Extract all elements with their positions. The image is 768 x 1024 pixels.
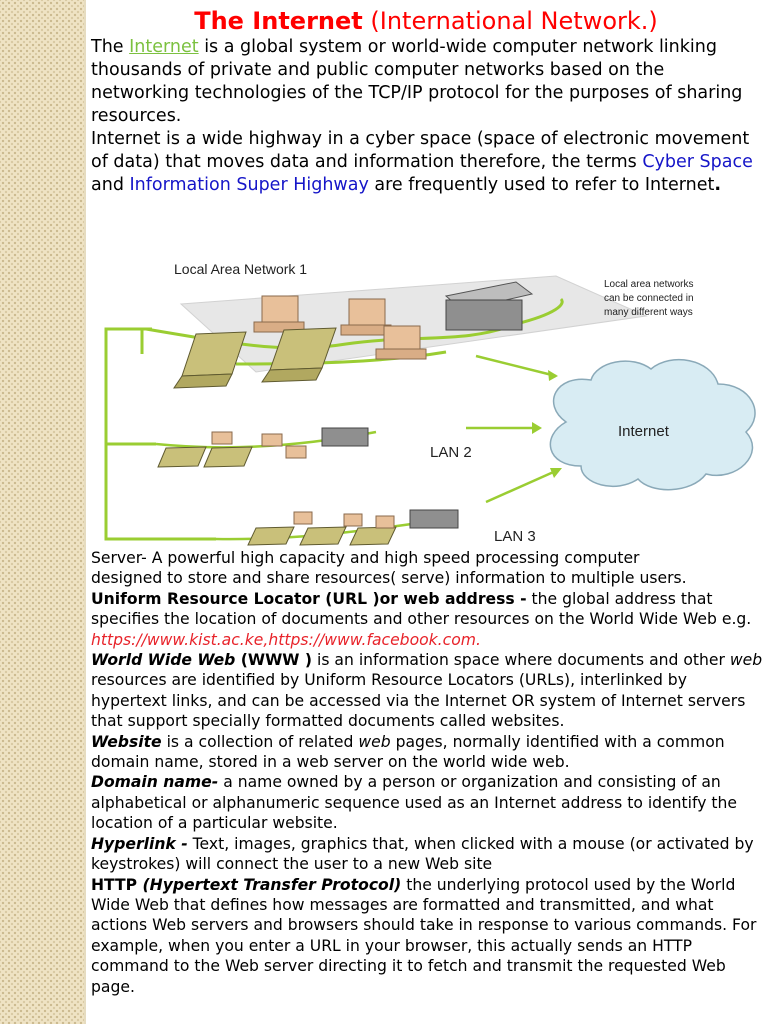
title-subtitle: (International Network.) — [370, 7, 658, 35]
arrow-lan2-head — [532, 422, 542, 434]
intro-p1-post: is a global system or world-wide computer network linking thousands of private and public computer networks based on the networking technologies of the TCP/IP protocol for the purposes of sharing resources. — [91, 37, 743, 126]
lan2-laptop-1 — [158, 447, 206, 467]
lan1-desktop-3 — [384, 326, 420, 350]
lan1-desktop-2 — [349, 299, 385, 325]
def-domain-text: a name owned by a person or organization and consisting of an alphabetical or alphanumeric sequence used as an Internet address to identify the location of a particular website. — [91, 773, 737, 833]
intro-p2-post: are frequently used to refer to Internet — [368, 175, 715, 195]
lan2-desktop-2 — [262, 434, 282, 446]
def-url — [91, 589, 763, 650]
lan1-desktop-3-base — [376, 349, 426, 359]
def-website-web: web — [358, 732, 391, 751]
term-cyber-space: Cyber Space — [642, 152, 753, 172]
lan2-printer — [322, 428, 368, 446]
network-diagram — [86, 244, 768, 562]
def-website-text-1: is a collection of related — [161, 732, 359, 751]
lan1-laptop-1 — [182, 332, 246, 376]
arrow-lan1 — [476, 356, 556, 376]
page-title — [86, 6, 766, 36]
arrow-lan3 — [486, 470, 558, 502]
lan2-desktop-3 — [286, 446, 306, 458]
def-url-term-2: )or web address - — [372, 589, 527, 608]
note-line-1: Local area networks — [604, 279, 694, 290]
internet-link[interactable]: Internet — [129, 37, 199, 57]
def-server-rest: designed to store and share resources( serve) information to multiple users. — [91, 569, 687, 588]
note-line-3: many different ways — [604, 307, 693, 318]
decorative-side-strip — [0, 0, 84, 1024]
intro-text — [91, 36, 763, 197]
lan1-printer — [446, 300, 522, 330]
intro-p2-and: and — [91, 175, 130, 195]
lan3-desktop-2 — [344, 514, 362, 526]
def-http-text: the underlying protocol used by the World Wide Web that defines how messages are formatted and transmitted, and what actions Web servers and browsers should take in response to various commands. For example, when you enter a URL in your browser, this actually sends an HTTP command to the Web server directing it to fetch and transmit the requested Web page. — [91, 875, 757, 996]
lan1-desktop-1 — [262, 296, 298, 322]
lan3-laptop-1 — [248, 527, 294, 545]
lan1-label: Local Area Network 1 — [174, 261, 308, 277]
lan2-laptop-2 — [204, 447, 252, 467]
lan1-laptop-2-base — [262, 368, 322, 382]
lan3-desktop-1 — [294, 512, 312, 524]
def-url-term: Uniform Resource Locator (URL — [91, 589, 373, 608]
def-url-text: the global address that specifies the location of documents and other resources on the World Wide Web e.g. — [91, 589, 752, 629]
cloud-label: Internet — [618, 423, 669, 440]
def-http — [91, 875, 763, 997]
lan3-laptop-3 — [350, 527, 396, 545]
def-hyperlink-term: Hyperlink - — [91, 834, 188, 853]
def-url-example[interactable]: https://www.kist.ac.ke,https://www.facebook.com. — [91, 630, 481, 649]
lan3-desktop-3 — [376, 516, 394, 528]
def-website — [91, 732, 763, 773]
def-hyperlink-text: Text, images, graphics that, when clicked with a mouse (or activated by keystrokes) will connect the user to a new Web site — [91, 834, 754, 874]
def-server-cut: Server- A powerful high capacity and high speed processing computer — [91, 549, 640, 567]
def-www-text-2: resources are identified by Uniform Resource Locators (URLs), interlinked by hypertext links, and can be accessed via the Internet OR system of Internet servers that support specially formatted documents called websites. — [91, 671, 746, 731]
def-website-text-2: pages, normally identified with a common domain name, stored in a web server on the world wide web. — [91, 732, 725, 772]
intro-p2-end: . — [714, 175, 721, 195]
term-info-super-highway: Information Super Highway — [129, 175, 369, 195]
def-http-expansion: (Hypertext Transfer Protocol) — [137, 875, 402, 894]
def-domain-term: Domain name- — [91, 773, 219, 792]
def-hyperlink — [91, 834, 763, 875]
def-server — [91, 548, 763, 589]
intro-p1-pre: The — [91, 37, 130, 57]
lan2-label: LAN 2 — [430, 444, 472, 461]
def-www-text-1: is an information space where documents and other — [312, 651, 730, 670]
note-line-2: can be connected in — [604, 293, 694, 304]
lan3-laptop-2 — [300, 527, 346, 545]
title-main: The Internet — [194, 7, 363, 35]
intro-p2-pre: Internet is a wide highway in a cyber space (space of electronic movement of data) that moves data and information therefore, the terms — [91, 129, 750, 172]
def-website-term: Website — [91, 732, 162, 751]
lan1-laptop-1-base — [174, 374, 232, 388]
arrow-lan1-head — [548, 370, 558, 381]
def-www-term: World Wide Web — [91, 651, 236, 670]
network-diagram-svg — [86, 244, 768, 562]
lan3-printer — [410, 510, 458, 528]
def-domain — [91, 772, 763, 833]
def-www — [91, 650, 763, 732]
def-www-abbr: (WWW ) — [235, 651, 313, 670]
lan2-desktop-1 — [212, 432, 232, 444]
lan3-label: LAN 3 — [494, 528, 536, 545]
def-http-term: HTTP — [91, 875, 138, 894]
definitions-list — [91, 549, 763, 1024]
def-www-web: web — [729, 651, 763, 670]
